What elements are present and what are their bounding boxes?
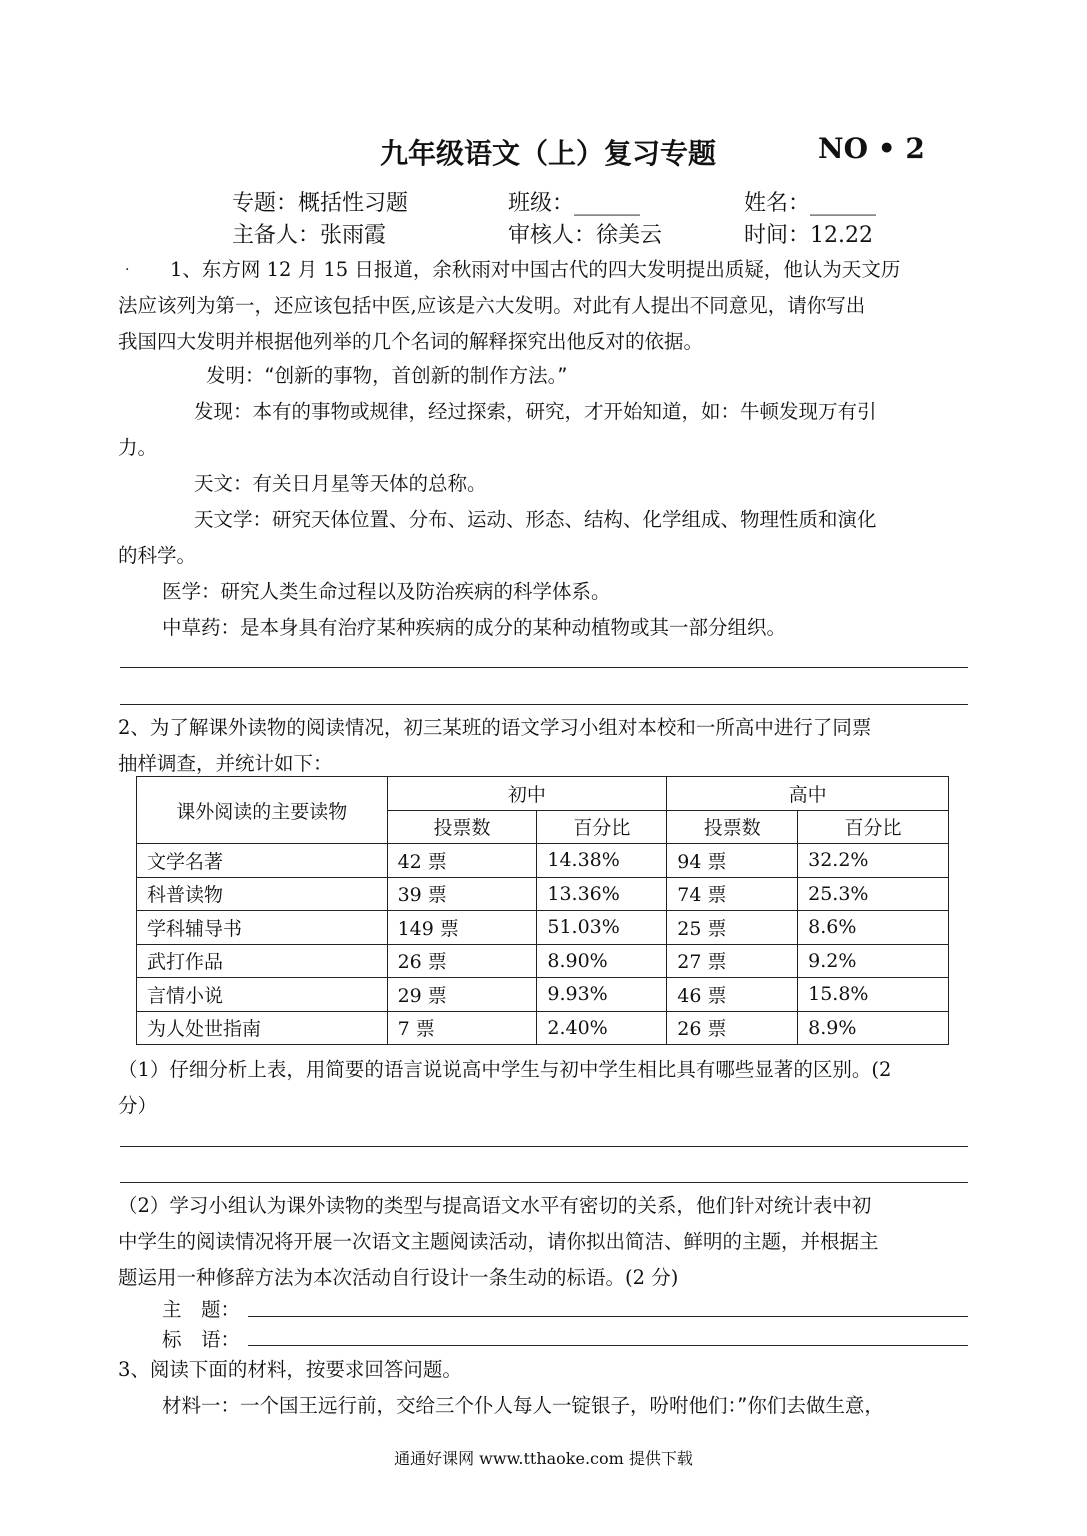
slogan-label: 标 语： [162,1328,241,1351]
sub2-line: （2）学习小组认为课外读物的类型与提高语文水平有密切的关系，他们针对统计表中初 [118,1194,872,1217]
definition-discover-cont: 力。 [118,436,158,459]
name-field: 姓名：______ [744,191,877,216]
sub-question-1 [118,1052,970,1124]
cell-junior-votes: 26 票 [387,944,537,978]
definition-discover: 发现：本有的事物或规律，经过探索，研究，才开始知道，如：牛顿发现万有引 [194,400,877,423]
col-percent: 百分比 [798,810,949,844]
table-row [137,877,949,911]
q1-line: 法应该列为第一，还应该包括中医,应该是六大发明。对此有人提出不同意见，请你写出 [118,294,866,317]
stray-mark: . [125,258,130,274]
col-votes: 投票数 [387,810,537,844]
table-row [137,844,949,878]
question-3 [118,1352,970,1424]
definition-herbal: 中草药：是本身具有治疗某种疾病的成分的某种动植物或其一部分组织。 [162,616,787,639]
cell-junior-percent: 51.03% [537,911,667,945]
q1-line: 1、东方网 12 月 15 日报道，余秋雨对中国古代的四大发明提出质疑，他认为天文历 [170,258,901,281]
cell-junior-votes: 7 票 [387,1011,537,1045]
answer-line[interactable] [120,1182,968,1183]
cell-senior-percent: 8.6% [798,911,949,945]
group-senior: 高中 [667,777,949,811]
definitions [118,358,970,646]
page-number: NO • 2 [818,132,925,165]
col-votes: 投票数 [667,810,798,844]
cell-junior-votes: 29 票 [387,978,537,1012]
cell-name: 为人处世指南 [137,1011,388,1045]
q3-material-1: 材料一：一个国王远行前，交给三个仆人每人一锭银子，吩咐他们：”你们去做生意， [162,1394,884,1417]
definition-medicine: 医学：研究人类生命过程以及防治疾病的科学体系。 [162,580,611,603]
question-1 [118,252,970,360]
answer-line[interactable] [120,667,968,668]
topic-label: 专题：概括性习题 [232,191,409,216]
cell-senior-percent: 8.9% [798,1011,949,1045]
cell-senior-percent: 25.3% [798,877,949,911]
answer-line[interactable] [120,704,968,705]
table-row [137,978,949,1012]
cell-name: 言情小说 [137,978,388,1012]
definition-invent: 发明：“创新的事物，首创新的制作方法。” [206,364,568,387]
cell-senior-percent: 9.2% [798,944,949,978]
definition-astronomy-science: 天文学：研究天体位置、分布、运动、形态、结构、化学组成、物理性质和演化 [194,508,877,531]
table-row-header: 课外阅读的主要读物 [137,777,388,844]
sub2-line: 中学生的阅读情况将开展一次语文主题阅读活动，请你拟出简洁、鲜明的主题，并根据主 [118,1230,879,1253]
cell-senior-votes: 26 票 [667,1011,798,1045]
q3-line: 3、阅读下面的材料，按要求回答问题。 [118,1358,462,1381]
sub2-line: 题运用一种修辞方法为本次活动自行设计一条生动的标语。(2 分) [118,1266,679,1289]
cell-senior-votes: 27 票 [667,944,798,978]
group-junior: 初中 [387,777,667,811]
cell-junior-percent: 14.38% [537,844,667,878]
q2-line: 2、为了解课外读物的阅读情况，初三某班的语文学习小组对本校和一所高中进行了同票 [118,716,872,739]
theme-answer-line[interactable] [248,1316,968,1317]
sub1-line: 分） [118,1094,158,1117]
answer-line[interactable] [120,1146,968,1147]
cell-junior-votes: 149 票 [387,911,537,945]
cell-senior-votes: 25 票 [667,911,798,945]
theme-label: 主 题： [162,1298,241,1321]
author-label: 主备人：张雨霞 [232,223,387,248]
definition-astronomy: 天文：有关日月星等天体的总称。 [194,472,487,495]
reviewer-label: 审核人：徐美云 [508,223,663,248]
cell-junior-votes: 39 票 [387,877,537,911]
cell-name: 科普读物 [137,877,388,911]
q2-line: 抽样调查，并统计如下： [118,752,333,775]
sub1-line: （1）仔细分析上表，用简要的语言说说高中学生与初中学生相比具有哪些显著的区别。(2 [118,1058,892,1081]
date-label: 时间：12.22 [744,223,873,248]
table-row [137,944,949,978]
cell-name: 学科辅导书 [137,911,388,945]
definition-astronomy-science-cont: 的科学。 [118,544,197,567]
cell-name: 文学名著 [137,844,388,878]
table-row [137,911,949,945]
cell-junior-votes: 42 票 [387,844,537,878]
sub-question-2 [118,1188,970,1296]
slogan-answer-line[interactable] [248,1345,968,1346]
cell-senior-votes: 74 票 [667,877,798,911]
question-2 [118,710,970,782]
page-title: 九年级语文（上）复习专题 [380,137,717,170]
cell-name: 武打作品 [137,944,388,978]
cell-senior-percent: 32.2% [798,844,949,878]
cell-junior-percent: 8.90% [537,944,667,978]
survey-table [136,776,949,1045]
cell-senior-percent: 15.8% [798,978,949,1012]
q1-line: 我国四大发明并根据他列举的几个名词的解释探究出他反对的依据。 [118,330,704,353]
table-row [137,1011,949,1045]
cell-junior-percent: 13.36% [537,877,667,911]
class-field: 班级：______ [508,191,641,216]
footer-credit: 通通好课网 www.tthaoke.com 提供下载 [394,1449,693,1468]
cell-junior-percent: 2.40% [537,1011,667,1045]
cell-senior-votes: 46 票 [667,978,798,1012]
col-percent: 百分比 [537,810,667,844]
cell-senior-votes: 94 票 [667,844,798,878]
cell-junior-percent: 9.93% [537,978,667,1012]
